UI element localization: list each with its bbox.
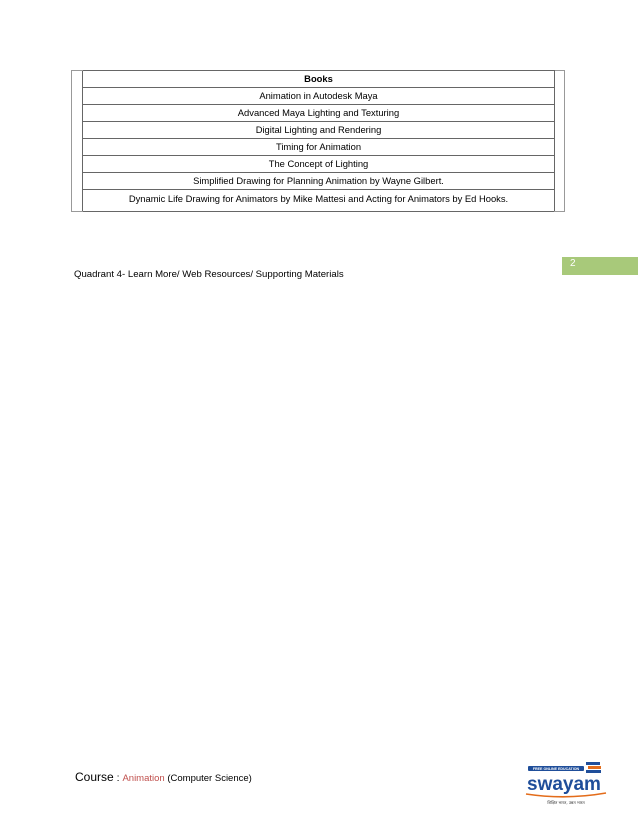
- table-right-margin: [555, 71, 565, 212]
- table-row: [72, 105, 565, 122]
- quadrant-heading: Quadrant 4- Learn More/ Web Resources/ Supporting Materials: [74, 269, 344, 280]
- table-row: [72, 122, 565, 139]
- course-separator: :: [113, 772, 123, 784]
- table-header: Books: [83, 71, 555, 88]
- table-cell: Animation in Autodesk Maya: [83, 88, 555, 105]
- table-cell: Timing for Animation: [83, 139, 555, 156]
- logo-tagline: शिक्षित भारत, उन्नत भारत: [547, 800, 585, 805]
- books-icon: [586, 762, 601, 773]
- table-cell: Digital Lighting and Rendering: [83, 122, 555, 139]
- swayam-logo: [520, 760, 612, 808]
- table-row: [72, 156, 565, 173]
- table-cell: Simplified Drawing for Planning Animation by Wayne Gilbert.: [83, 173, 555, 190]
- course-label: Course: [75, 770, 114, 784]
- books-table: [71, 70, 565, 212]
- logo-top-text: FREE ONLINE EDUCATION: [532, 767, 580, 771]
- table-cell: The Concept of Lighting: [83, 156, 555, 173]
- table-left-margin: [72, 71, 83, 212]
- table-row: [72, 139, 565, 156]
- logo-brand: swayam: [527, 774, 601, 795]
- table-row: [72, 88, 565, 105]
- footer-course: [75, 770, 252, 784]
- table-cell: Dynamic Life Drawing for Animators by Mike Mattesi and Acting for Animators by Ed Hooks.: [83, 190, 555, 212]
- course-name: Animation: [122, 773, 165, 784]
- table-row: [72, 71, 565, 88]
- course-category: (Computer Science): [164, 773, 252, 784]
- table-row: [72, 173, 565, 190]
- table-row: [72, 190, 565, 212]
- table-cell: Advanced Maya Lighting and Texturing: [83, 105, 555, 122]
- page-number: 2: [570, 258, 576, 269]
